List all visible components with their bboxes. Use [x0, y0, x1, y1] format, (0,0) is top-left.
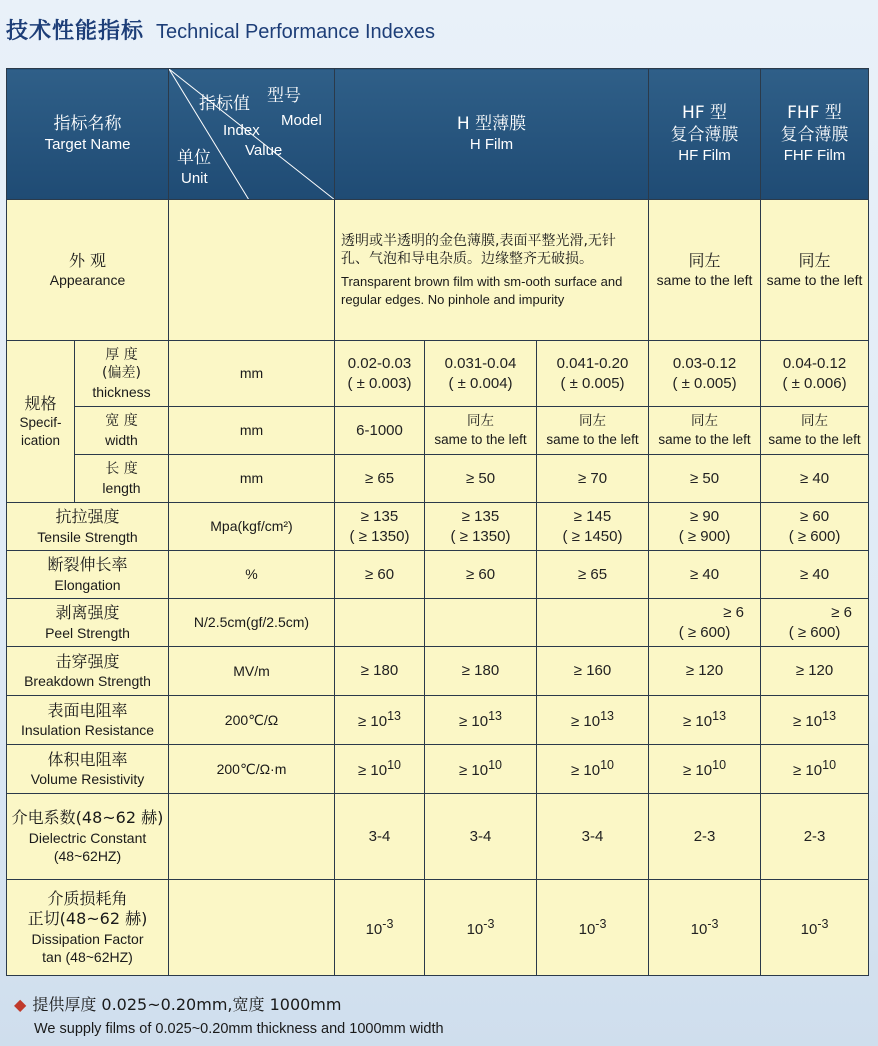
dissipation-h1: $10^{-3}$	[335, 880, 425, 976]
appearance-label	[7, 200, 169, 341]
volume-unit: 200℃/Ω·m	[169, 745, 335, 794]
thickness-h1: 0.02-0.03 ( ± 0.003)	[335, 341, 425, 407]
row-thickness	[7, 341, 869, 407]
header-index-en: Index	[223, 122, 260, 139]
peel-h3	[537, 599, 649, 647]
dielectric-h3: 3-4	[537, 794, 649, 880]
thickness-zh2: (偏差)	[102, 365, 141, 382]
width-zh: 宽 度	[105, 413, 138, 430]
row-appearance	[7, 200, 869, 341]
appearance-fhf-zh: 同左	[798, 250, 831, 270]
row-breakdown	[7, 647, 869, 696]
tensile-h3: ≥ 145 ( ≥ 1450)	[537, 503, 649, 551]
header-target-zh: 指标名称	[53, 114, 122, 135]
footer-zh: 提供厚度 0.025~0.20mm,宽度 1000mm	[32, 995, 342, 1014]
width-unit: mm	[169, 407, 335, 455]
length-fhf: ≥ 40	[761, 455, 869, 503]
header-model-en: Model	[281, 112, 322, 129]
dissipation-h3: $10^{-3}$	[537, 880, 649, 976]
tensile-label: 抗拉强度 Tensile Strength	[7, 503, 169, 551]
header-model-zh: 型号	[267, 86, 301, 106]
volume-label: 体积电阻率 Volume Resistivity	[7, 745, 169, 794]
volume-fhf: ≥ $10^{10}$	[761, 745, 869, 794]
performance-table	[6, 68, 869, 976]
thickness-en: thickness	[92, 383, 151, 400]
appearance-h-zh: 透明或半透明的金色薄膜,表面平整光滑,无针孔、气泡和导电杂质。边缘整齐无破损。	[341, 232, 616, 268]
elongation-fhf: ≥ 40	[761, 551, 869, 599]
header-h-en: H Film	[469, 136, 514, 154]
spec-group-zh: 规格	[24, 393, 57, 413]
length-unit: mm	[169, 455, 335, 503]
tensile-h2: ≥ 135 ( ≥ 1350)	[425, 503, 537, 551]
insulation-label: 表面电阻率 Insulation Resistance	[7, 696, 169, 745]
header-hf-en: HF Film	[678, 147, 731, 165]
breakdown-h2: ≥ 180	[425, 647, 537, 696]
insulation-unit: 200℃/Ω	[169, 696, 335, 745]
appearance-hf-zh: 同左	[688, 250, 721, 270]
footer-note	[14, 992, 444, 1037]
appearance-fhf	[761, 200, 869, 341]
appearance-unit	[169, 200, 335, 341]
elongation-unit: %	[169, 551, 335, 599]
breakdown-hf: ≥ 120	[649, 647, 761, 696]
title-en: Technical Performance Indexes	[156, 21, 436, 43]
row-width	[7, 407, 869, 455]
row-insulation	[7, 696, 869, 745]
dissipation-unit	[169, 880, 335, 976]
thickness-h3: 0.041-0.20 ( ± 0.005)	[537, 341, 649, 407]
thickness-unit: mm	[169, 341, 335, 407]
row-length	[7, 455, 869, 503]
peel-hf: ≥ 6 ( ≥ 600)	[649, 599, 761, 647]
appearance-zh: 外 观	[68, 250, 107, 270]
performance-table-wrapper	[6, 68, 868, 974]
dielectric-unit	[169, 794, 335, 880]
elongation-hf: ≥ 40	[649, 551, 761, 599]
tensile-unit: Mpa(kgf/cm²)	[169, 503, 335, 551]
volume-h2: ≥ $10^{10}$	[425, 745, 537, 794]
dissipation-h2: $10^{-3}$	[425, 880, 537, 976]
header-hf-zh2: 复合薄膜	[670, 125, 739, 146]
elongation-label: 断裂伸长率 Elongation	[7, 551, 169, 599]
dissipation-fhf: $10^{-3}$	[761, 880, 869, 976]
footer-en: We supply films of 0.025~0.20mm thickness and 1000mm width	[34, 1021, 444, 1037]
header-hf-film	[649, 69, 761, 200]
table-header-row	[7, 69, 869, 200]
row-elongation	[7, 551, 869, 599]
length-en: length	[102, 479, 141, 496]
appearance-hf-en: same to the left	[656, 272, 753, 289]
width-h1: 6-1000	[335, 407, 425, 455]
length-h2: ≥ 50	[425, 455, 537, 503]
insulation-hf: ≥ $10^{13}$	[649, 696, 761, 745]
thickness-zh1: 厚 度	[105, 347, 138, 364]
elongation-h3: ≥ 65	[537, 551, 649, 599]
length-hf: ≥ 50	[649, 455, 761, 503]
header-fhf-zh2: 复合薄膜	[780, 125, 849, 146]
width-h2: 同左 same to the left	[425, 407, 537, 455]
insulation-h2: ≥ $10^{13}$	[425, 696, 537, 745]
header-target-en: Target Name	[44, 136, 131, 154]
length-label	[75, 455, 169, 503]
length-h1: ≥ 65	[335, 455, 425, 503]
tensile-fhf: ≥ 60 ( ≥ 600)	[761, 503, 869, 551]
spec-group-en: Specif-ication	[19, 415, 62, 448]
row-volume	[7, 745, 869, 794]
elongation-h1: ≥ 60	[335, 551, 425, 599]
width-h3: 同左 same to the left	[537, 407, 649, 455]
breakdown-h1: ≥ 180	[335, 647, 425, 696]
elongation-h2: ≥ 60	[425, 551, 537, 599]
appearance-fhf-en: same to the left	[766, 272, 863, 289]
dielectric-label: 介电系数(48~62 赫) Dielectric Constant (48~62HZ)	[7, 794, 169, 880]
insulation-h3: ≥ $10^{13}$	[537, 696, 649, 745]
volume-hf: ≥ $10^{10}$	[649, 745, 761, 794]
row-peel	[7, 599, 869, 647]
header-unit-en: Unit	[181, 170, 208, 187]
header-h-film	[335, 69, 649, 200]
peel-unit: N/2.5cm(gf/2.5cm)	[169, 599, 335, 647]
dielectric-h2: 3-4	[425, 794, 537, 880]
header-fhf-en: FHF Film	[783, 147, 846, 165]
volume-h1: ≥ $10^{10}$	[335, 745, 425, 794]
insulation-fhf: ≥ $10^{13}$	[761, 696, 869, 745]
appearance-hf	[649, 200, 761, 341]
length-zh: 长 度	[105, 461, 138, 478]
length-h3: ≥ 70	[537, 455, 649, 503]
header-value-en: Value	[245, 142, 283, 159]
dielectric-fhf: 2-3	[761, 794, 869, 880]
peel-h1	[335, 599, 425, 647]
header-index-zh: 指标值	[199, 94, 250, 114]
dissipation-label: 介质损耗角 正切(48~62 赫) Dissipation Factor tan (48~62HZ)	[7, 880, 169, 976]
tensile-h1: ≥ 135 ( ≥ 1350)	[335, 503, 425, 551]
breakdown-h3: ≥ 160	[537, 647, 649, 696]
header-fhf-zh1: FHF 型	[787, 103, 842, 124]
width-fhf: 同左 same to the left	[761, 407, 869, 455]
appearance-h-desc	[335, 200, 649, 341]
insulation-h1: ≥ $10^{13}$	[335, 696, 425, 745]
appearance-h-en: Transparent brown film with sm-ooth surface and regular edges. No pinhole and impurity	[341, 274, 623, 307]
dielectric-h1: 3-4	[335, 794, 425, 880]
thickness-hf: 0.03-0.12 ( ± 0.005)	[649, 341, 761, 407]
breakdown-unit: MV/m	[169, 647, 335, 696]
width-hf: 同左 same to the left	[649, 407, 761, 455]
header-diagonal-cell	[169, 69, 335, 200]
tensile-hf: ≥ 90 ( ≥ 900)	[649, 503, 761, 551]
header-fhf-film	[761, 69, 869, 200]
row-dielectric	[7, 794, 869, 880]
thickness-h2: 0.031-0.04 ( ± 0.004)	[425, 341, 537, 407]
title-zh: 技术性能指标	[6, 19, 145, 44]
appearance-en: Appearance	[49, 272, 126, 289]
peel-h2	[425, 599, 537, 647]
peel-label: 剥离强度 Peel Strength	[7, 599, 169, 647]
header-target-name	[7, 69, 169, 200]
header-unit-zh: 单位	[177, 148, 211, 168]
width-label	[75, 407, 169, 455]
thickness-fhf: 0.04-0.12 ( ± 0.006)	[761, 341, 869, 407]
spec-group-label	[7, 341, 75, 503]
width-en: width	[105, 431, 138, 448]
breakdown-fhf: ≥ 120	[761, 647, 869, 696]
thickness-label	[75, 341, 169, 407]
header-hf-zh1: HF 型	[682, 103, 728, 124]
dielectric-hf: 2-3	[649, 794, 761, 880]
dissipation-hf: $10^{-3}$	[649, 880, 761, 976]
page-title	[6, 14, 435, 45]
diamond-bullet-icon: ◆	[14, 995, 27, 1014]
row-dissipation	[7, 880, 869, 976]
breakdown-label: 击穿强度 Breakdown Strength	[7, 647, 169, 696]
row-tensile	[7, 503, 869, 551]
header-h-zh: H 型薄膜	[456, 114, 527, 135]
volume-h3: ≥ $10^{10}$	[537, 745, 649, 794]
peel-fhf: ≥ 6 ( ≥ 600)	[761, 599, 869, 647]
